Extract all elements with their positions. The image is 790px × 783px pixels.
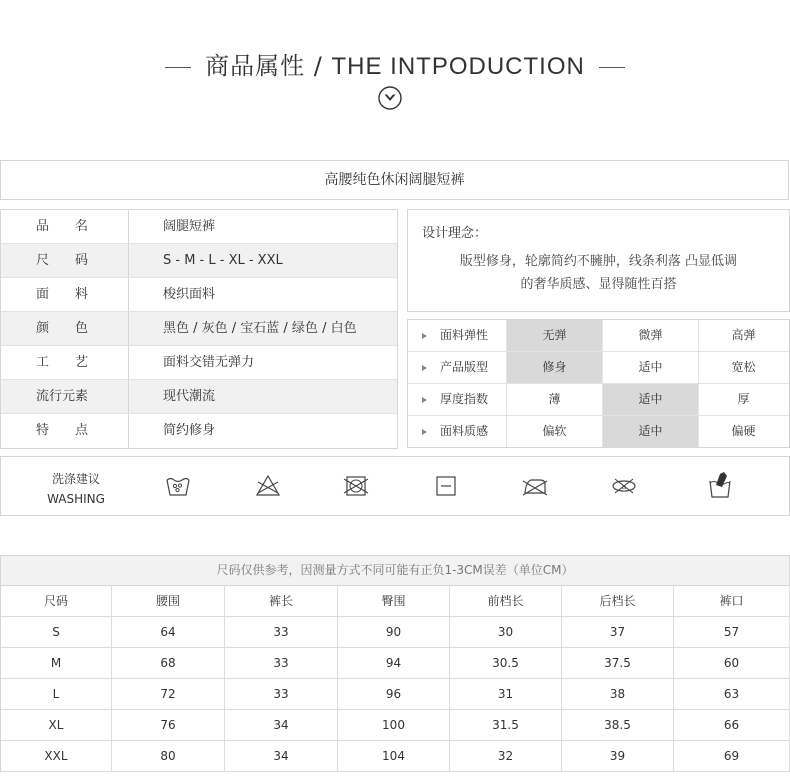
- attribute-key: 面 料: [1, 278, 129, 311]
- attribute-key: 尺 码: [1, 244, 129, 277]
- attribute-value: 简约修身: [163, 423, 216, 438]
- attribute-key: 颜 色: [1, 312, 129, 345]
- rating-option: 适中: [603, 416, 699, 447]
- size-cell: 30.5: [450, 648, 562, 678]
- size-header-cell: 裤口: [674, 586, 790, 616]
- attribute-row: [1, 414, 397, 448]
- design-concept-line: 的奢华质感、显得随性百搭: [520, 277, 677, 292]
- size-cell: 34: [225, 741, 338, 771]
- product-name-bar: 高腰纯色休闲阔腿短裤: [0, 160, 789, 200]
- no-bleach-icon: [255, 474, 281, 498]
- rating-key-label: 产品版型: [440, 360, 489, 374]
- size-cell: 80: [112, 741, 225, 771]
- rating-key-label: 面料弹性: [440, 328, 489, 342]
- rating-row: [408, 320, 789, 352]
- design-concept-text: [408, 250, 789, 296]
- design-concept-label: 设计理念：: [422, 226, 488, 241]
- attribute-key: 工 艺: [1, 346, 129, 379]
- washing-label-en: WASHING: [47, 492, 105, 506]
- triangle-right-icon: [422, 429, 427, 435]
- title-dash-left: [165, 67, 191, 68]
- size-cell: 34: [225, 710, 338, 740]
- size-header-cell: 前档长: [450, 586, 562, 616]
- rating-option: 宽松: [731, 360, 756, 374]
- rating-option: 适中: [603, 352, 699, 383]
- size-header-cell: 后档长: [562, 586, 674, 616]
- hand-wash-glove-icon: [707, 471, 733, 499]
- size-cell: 94: [338, 648, 450, 678]
- size-table-row: [1, 617, 790, 648]
- triangle-right-icon: [422, 397, 427, 403]
- rating-key: [408, 352, 507, 383]
- title-separator: /: [305, 52, 332, 80]
- size-cell: 66: [674, 710, 790, 740]
- rating-row: [408, 384, 789, 416]
- attribute-value: 梭织面料: [163, 287, 216, 302]
- size-header-cell: 腰围: [112, 586, 225, 616]
- washing-label-cn: 洗涤建议: [51, 472, 100, 486]
- size-cell: 90: [338, 617, 450, 647]
- size-cell: 69: [674, 741, 790, 771]
- size-cell: 31: [450, 679, 562, 709]
- rating-row: [408, 352, 789, 384]
- rating-key: [408, 320, 507, 351]
- size-cell: 68: [112, 648, 225, 678]
- no-iron-icon: [522, 474, 548, 498]
- size-header-cell: 裤长: [225, 586, 338, 616]
- attribute-row: [1, 380, 397, 414]
- size-cell: 30: [450, 617, 562, 647]
- dry-flat-icon: [433, 474, 459, 498]
- size-cell: 96: [338, 679, 450, 709]
- size-cell: 38.5: [562, 710, 674, 740]
- rating-option: 偏软: [507, 416, 603, 447]
- attribute-value: S - M - L - XL - XXL: [163, 253, 283, 268]
- rating-option: 适中: [603, 384, 699, 415]
- size-cell: 60: [674, 648, 790, 678]
- size-table-row: [1, 741, 790, 772]
- size-cell: L: [1, 679, 112, 709]
- attribute-value: 面料交错无弹力: [163, 355, 255, 370]
- chevron-down-circle-icon: [378, 86, 402, 110]
- size-cell: 63: [674, 679, 790, 709]
- size-header-cell: 臀围: [338, 586, 450, 616]
- rating-key: [408, 384, 507, 415]
- attribute-value: 现代潮流: [163, 389, 216, 404]
- size-header-row: [1, 586, 790, 617]
- size-cell: 64: [112, 617, 225, 647]
- svg-text:a: a: [622, 484, 626, 491]
- size-cell: 38: [562, 679, 674, 709]
- size-cell: 31.5: [450, 710, 562, 740]
- washing-label: [31, 469, 121, 509]
- fabric-rating-grid: [407, 319, 790, 448]
- size-cell: 57: [674, 617, 790, 647]
- rating-option: 高弹: [731, 328, 756, 342]
- attribute-value: 阔腿短裤: [163, 219, 216, 234]
- design-concept-line: 版型修身，轮廓简约不臃肿，线条利落 凸显低调: [459, 254, 738, 269]
- attribute-table: [0, 209, 398, 449]
- rating-option: 微弹: [603, 320, 699, 351]
- rating-key-label: 面料质感: [440, 424, 489, 438]
- title-cn: 商品属性: [205, 52, 306, 80]
- size-cell: 37.5: [562, 648, 674, 678]
- rating-option: 修身: [507, 352, 603, 383]
- attribute-row: [1, 346, 397, 380]
- size-cell: XL: [1, 710, 112, 740]
- hand-wash-icon: [165, 474, 191, 498]
- rating-row: [408, 416, 789, 447]
- size-table-row: [1, 710, 790, 741]
- no-tumble-dry-icon: [343, 474, 369, 498]
- attribute-key: 流行元素: [1, 380, 129, 413]
- rating-option: 无弹: [507, 320, 603, 351]
- section-title: [0, 46, 790, 81]
- size-cell: 33: [225, 679, 338, 709]
- attribute-row: [1, 312, 397, 346]
- size-cell: 32: [450, 741, 562, 771]
- size-note: 尺码仅供参考，因测量方式不同可能有正负1-3CM误差（单位CM）: [0, 555, 790, 586]
- attribute-value: 黑色 / 灰色 / 宝石蓝 / 绿色 / 白色: [163, 321, 357, 336]
- size-table-row: [1, 679, 790, 710]
- size-cell: 37: [562, 617, 674, 647]
- no-dry-clean-icon: [611, 474, 637, 498]
- size-cell: 100: [338, 710, 450, 740]
- title-dash-right: [599, 67, 625, 68]
- attribute-key: 特 点: [1, 414, 129, 448]
- size-cell: 39: [562, 741, 674, 771]
- design-concept-box: [407, 209, 790, 312]
- size-header-cell: 尺码: [1, 586, 112, 616]
- attribute-row: [1, 210, 397, 244]
- rating-option: 厚: [737, 392, 750, 406]
- rating-option: 薄: [507, 384, 603, 415]
- size-cell: 33: [225, 648, 338, 678]
- size-table-row: [1, 648, 790, 679]
- attribute-row: [1, 278, 397, 312]
- washing-section: [0, 456, 790, 516]
- size-cell: S: [1, 617, 112, 647]
- triangle-right-icon: [422, 333, 427, 339]
- size-cell: M: [1, 648, 112, 678]
- triangle-right-icon: [422, 365, 427, 371]
- size-cell: 104: [338, 741, 450, 771]
- rating-key: [408, 416, 507, 447]
- size-table: [0, 586, 790, 772]
- title-en: THE INTPODUCTION: [331, 53, 585, 80]
- attribute-key: 品 名: [1, 210, 129, 243]
- size-cell: 33: [225, 617, 338, 647]
- size-cell: 76: [112, 710, 225, 740]
- rating-key-label: 厚度指数: [440, 392, 489, 406]
- attribute-row: [1, 244, 397, 278]
- size-cell: XXL: [1, 741, 112, 771]
- size-cell: 72: [112, 679, 225, 709]
- rating-option: 偏硬: [731, 424, 756, 438]
